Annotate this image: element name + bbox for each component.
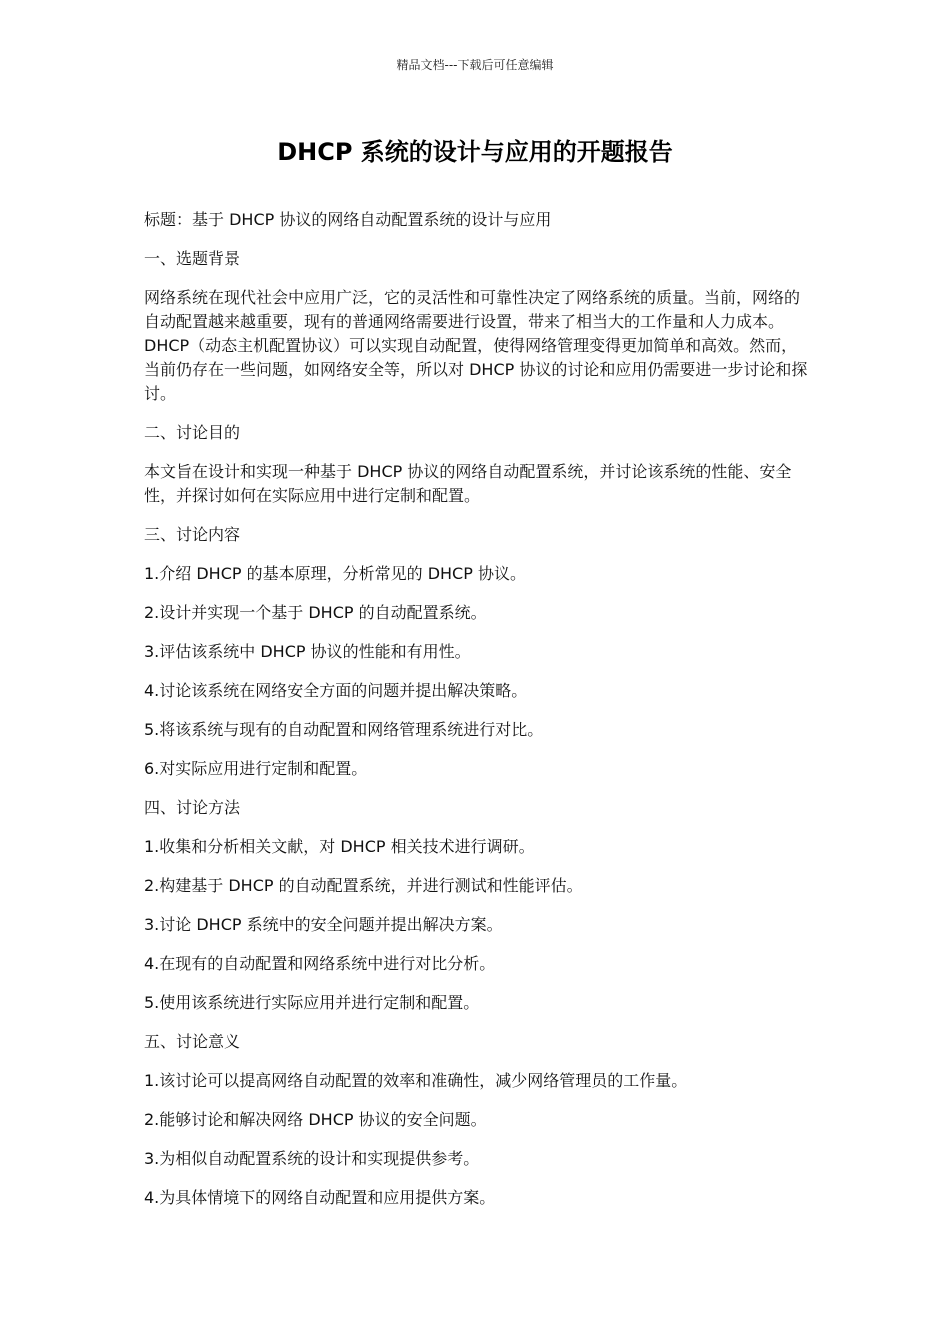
section-heading-purpose: 二、讨论目的 xyxy=(144,423,241,442)
subtitle-line: 标题：基于 DHCP 协议的网络自动配置系统的设计与应用 xyxy=(144,210,552,229)
header-note: 精品文档---下载后可任意编辑 xyxy=(396,58,554,72)
section-heading-significance: 五、讨论意义 xyxy=(144,1032,241,1051)
methods-item: 3.讨论 DHCP 系统中的安全问题并提出解决方案。 xyxy=(144,915,503,934)
methods-item: 2.构建基于 DHCP 的自动配置系统，并进行测试和性能评估。 xyxy=(144,876,583,895)
document-title: DHCP 系统的设计与应用的开题报告 xyxy=(277,138,673,166)
content-item: 4.讨论该系统在网络安全方面的问题并提出解决策略。 xyxy=(144,681,528,700)
methods-item: 1.收集和分析相关文献，对 DHCP 相关技术进行调研。 xyxy=(144,837,535,856)
content-item: 1.介绍 DHCP 的基本原理，分析常见的 DHCP 协议。 xyxy=(144,564,526,583)
section-heading-methods: 四、讨论方法 xyxy=(144,798,241,817)
content-item: 3.评估该系统中 DHCP 协议的性能和有用性。 xyxy=(144,642,471,661)
content-item: 5.将该系统与现有的自动配置和网络管理系统进行对比。 xyxy=(144,720,544,739)
significance-item: 4.为具体情境下的网络自动配置和应用提供方案。 xyxy=(144,1188,496,1207)
section-heading-content: 三、讨论内容 xyxy=(144,525,241,544)
section-heading-background: 一、选题背景 xyxy=(144,249,241,268)
significance-item: 1.该讨论可以提高网络自动配置的效率和准确性，减少网络管理员的工作量。 xyxy=(144,1071,688,1090)
background-paragraph: 网络系统在现代社会中应用广泛，它的灵活性和可靠性决定了网络系统的质量。当前，网络的自动配置越来越重要，现有的普通网络需要进行设置，带来了相当大的工作量和人力成本。DHCP（动态主机配置协议）可以实现自动配置，使得网络管理变得更加简单和高效。然而，当前仍存在一些问题，如网络安全等，所以对 DHCP 协议的讨论和应用仍需要进一步讨论和探讨。 xyxy=(144,288,808,403)
content-item: 2.设计并实现一个基于 DHCP 的自动配置系统。 xyxy=(144,603,487,622)
document-body xyxy=(144,208,812,1225)
purpose-paragraph: 本文旨在设计和实现一种基于 DHCP 协议的网络自动配置系统，并讨论该系统的性能、安全性，并探讨如何在实际应用中进行定制和配置。 xyxy=(144,462,792,505)
content-item: 6.对实际应用进行定制和配置。 xyxy=(144,759,368,778)
significance-item: 3.为相似自动配置系统的设计和实现提供参考。 xyxy=(144,1149,480,1168)
significance-item: 2.能够讨论和解决网络 DHCP 协议的安全问题。 xyxy=(144,1110,487,1129)
methods-item: 4.在现有的自动配置和网络系统中进行对比分析。 xyxy=(144,954,496,973)
methods-item: 5.使用该系统进行实际应用并进行定制和配置。 xyxy=(144,993,480,1012)
